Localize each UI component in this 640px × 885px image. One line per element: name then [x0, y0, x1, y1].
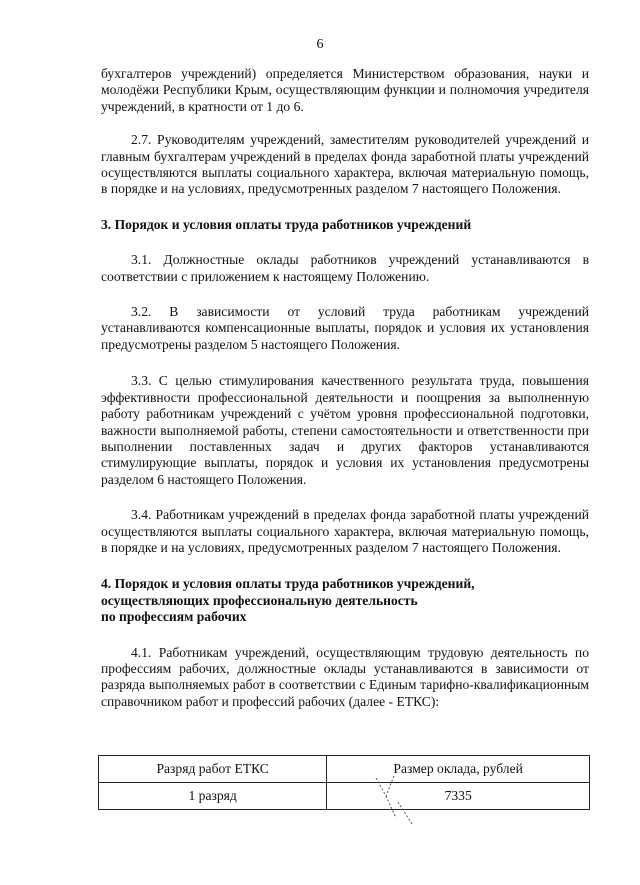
- salary-table: [98, 755, 590, 810]
- section-4-heading-line: по профессиям рабочих: [101, 609, 247, 625]
- column-header-salary: Размер оклада, рублей: [327, 756, 590, 783]
- paragraph-3-4: 3.4. Работникам учреждений в пределах фонда заработной платы учреждений осуществляются выплаты социального характера, включая материальную помощь, в порядке и на условиях, предусмотренных разделом 7 настоящего Положения.: [101, 507, 589, 555]
- paragraph-4-1: 4.1. Работникам учреждений, осуществляющим трудовую деятельность по профессиям рабочих, должностные оклады устанавливаются в зависимости от разряда выполняемых работ в соответствии с Единым тарифно-квалификационным справочником работ и профессий рабочих (далее - ЕТКС):: [101, 644, 589, 709]
- page-number: 6: [316, 37, 324, 52]
- section-4-heading-line: осуществляющих профессиональную деятельность: [101, 592, 418, 608]
- table-header-row: [99, 756, 590, 783]
- table-cell-salary: 7335: [327, 783, 590, 810]
- column-header-grade: Разряд работ ЕТКС: [99, 756, 327, 783]
- paragraph-continuation: бухгалтеров учреждений) определяется Министерством образования, науки и молодёжи Республики Крым, осуществляющим функции и полномочия учредителя учреждений, в кратности от 1 до 6.: [101, 66, 589, 114]
- handwritten-check-mark: [372, 772, 432, 832]
- document-body: [101, 66, 589, 710]
- section-4-heading-line: 4. Порядок и условия оплаты труда работников учреждений,: [101, 576, 475, 592]
- section-3-heading: 3. Порядок и условия оплаты труда работников учреждений: [101, 216, 472, 232]
- paragraph-2-7: 2.7. Руководителям учреждений, заместителям руководителей учреждений и главным бухгалтерам учреждений в пределах фонда заработной платы учреждений осуществляются выплаты социального характера, включая материальную помощь, в порядке и на условиях, предусмотренных разделом 7 настоящего Положения.: [101, 132, 589, 197]
- paragraph-3-3: 3.3. С целью стимулирования качественного результата труда, повышения эффективности профессиональной деятельности и поощрения за выполненную работу работникам учреждений с учётом уровня профессиональной подготовки, важности выполняемой работы, степени самостоятельности и ответственности при выполнении поставленных задач и других факторов устанавливаются стимулирующие выплаты, порядок и условия их установления предусмотрены разделом 6 настоящего Положения.: [101, 373, 589, 487]
- table-cell-grade: 1 разряд: [99, 783, 327, 810]
- paragraph-3-1: 3.1. Должностные оклады работников учреждений устанавливаются в соответствии с приложением к настоящему Положению.: [101, 252, 589, 284]
- table-row: [99, 783, 590, 810]
- section-4-heading: [101, 576, 589, 625]
- paragraph-3-2: 3.2. В зависимости от условий труда работникам учреждений устанавливаются компенсационные выплаты, порядок и условия их установления предусмотрены разделом 5 настоящего Положения.: [101, 304, 589, 352]
